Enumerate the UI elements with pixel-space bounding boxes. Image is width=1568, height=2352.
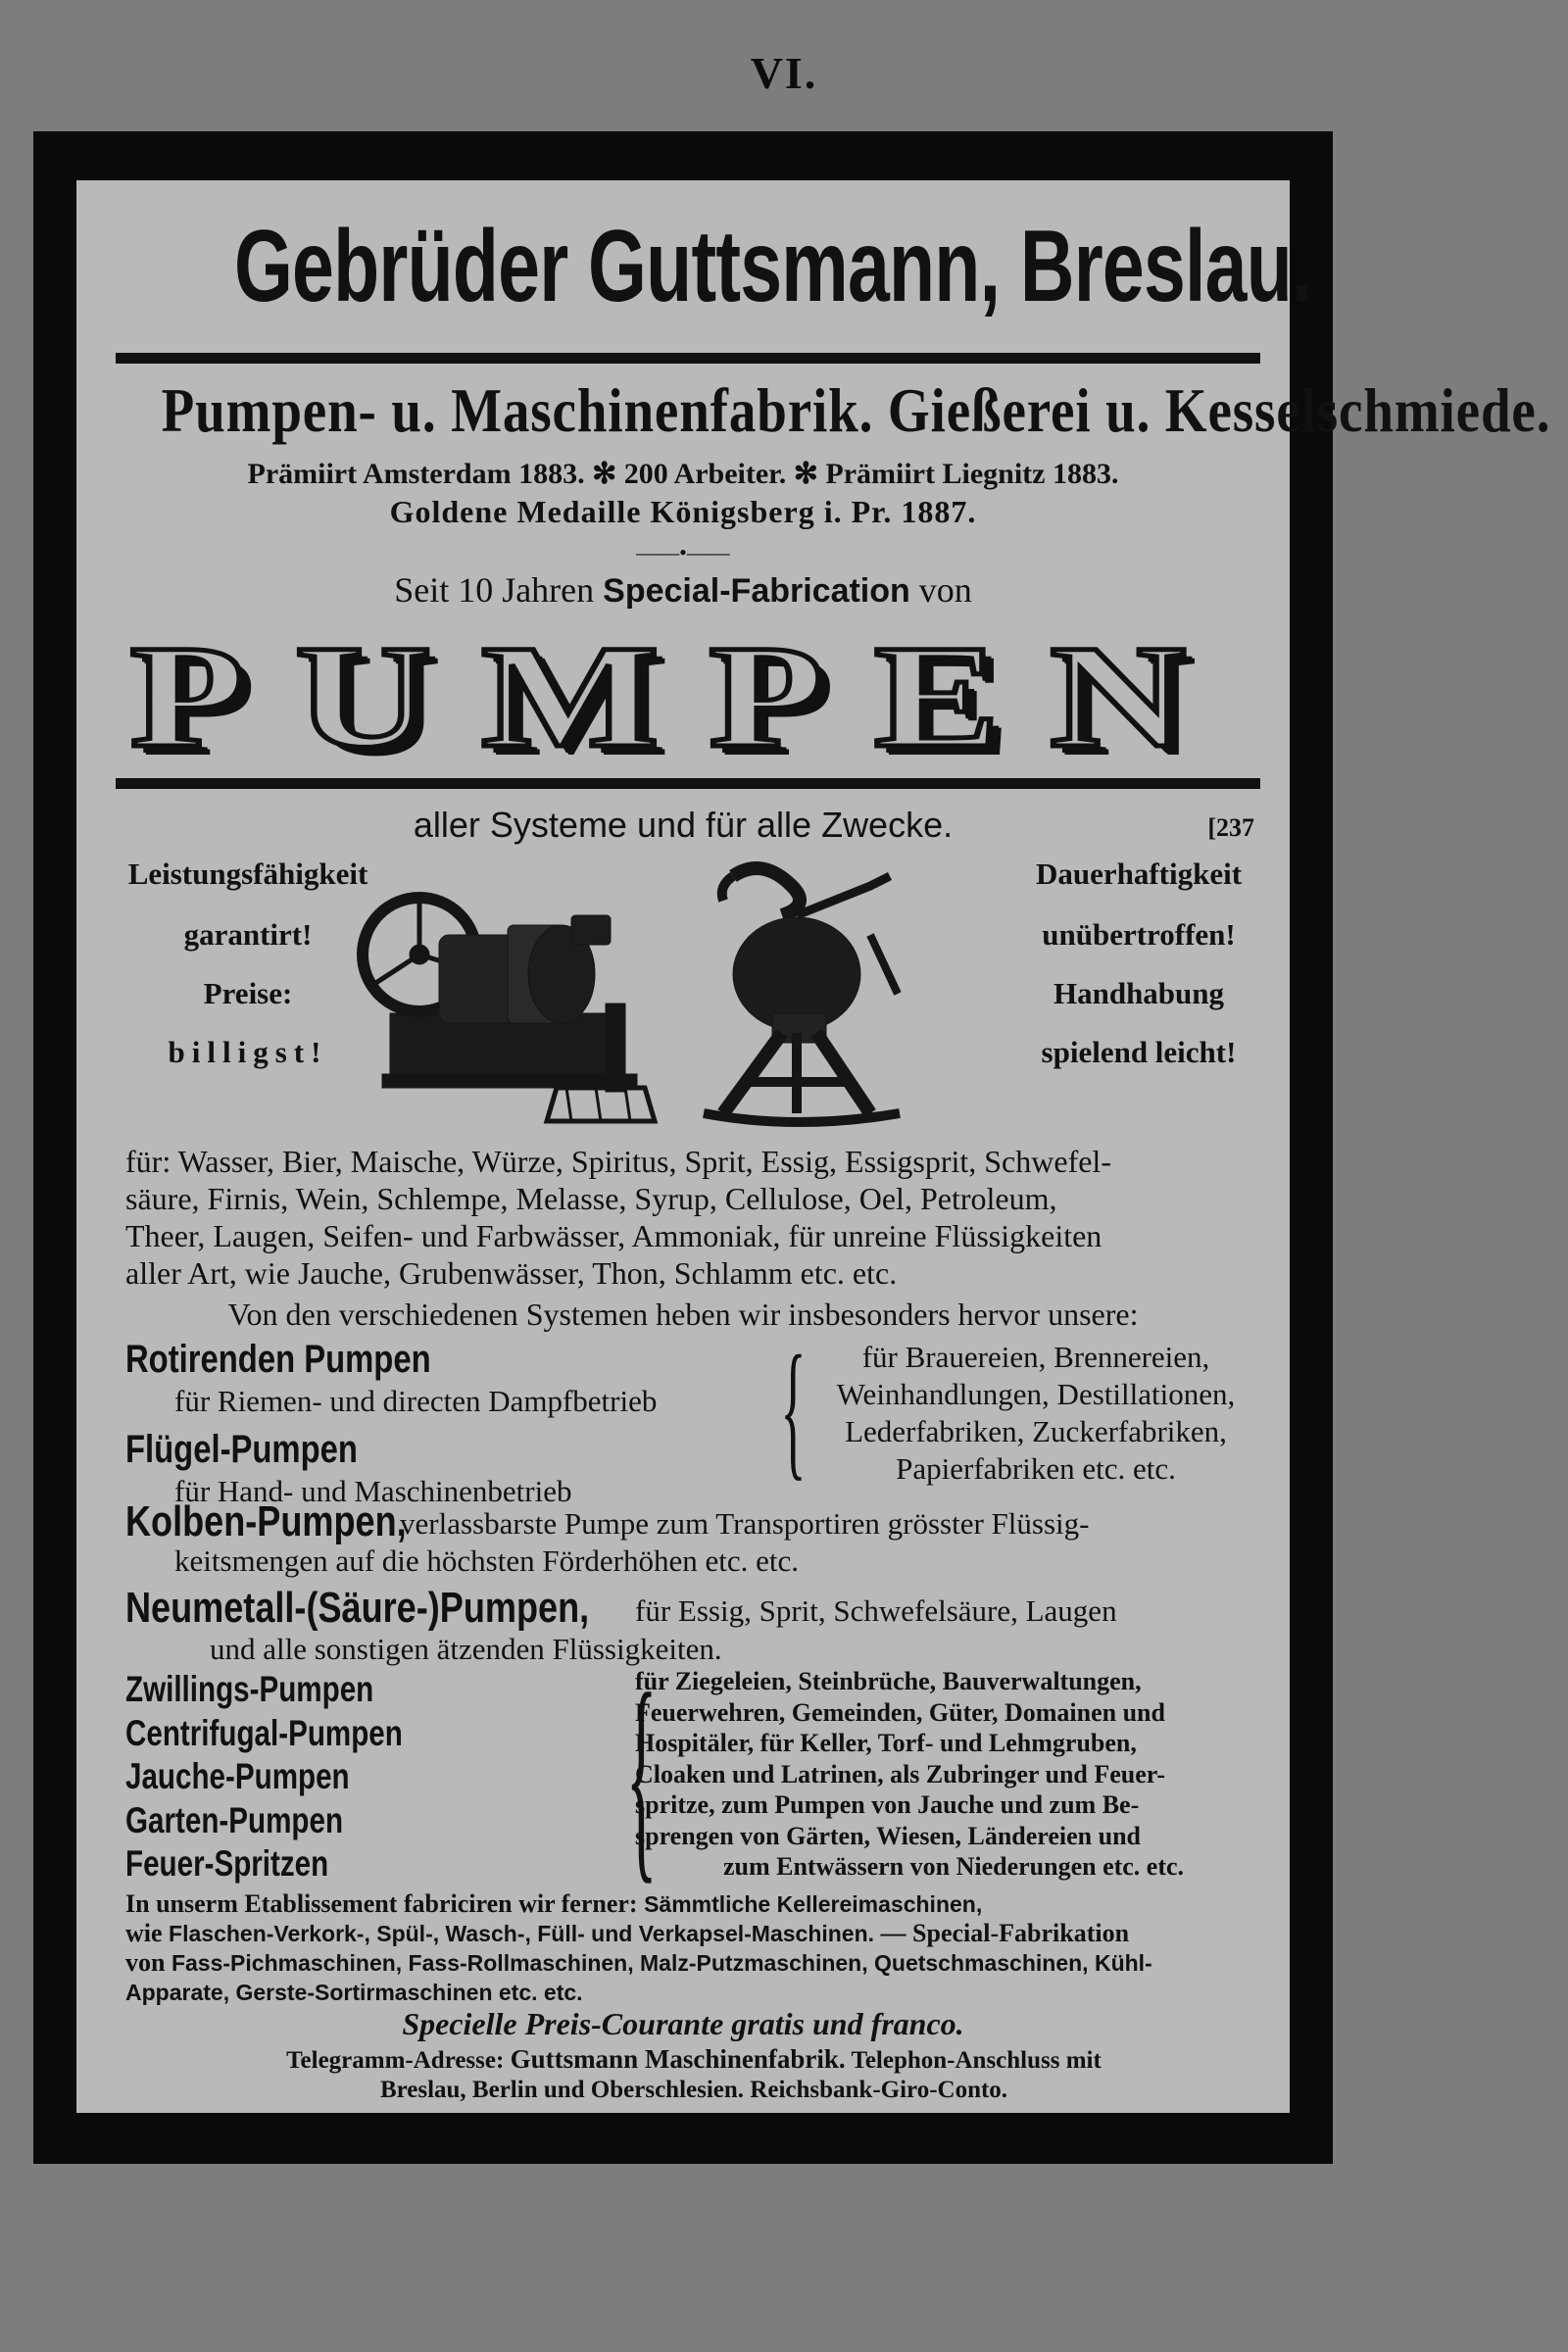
rotary-pumps-heading: Rotirenden Pumpen — [125, 1338, 431, 1381]
pumpen-headline: PUMPEN — [129, 615, 1237, 778]
customers-line-1: für Brauereien, Brennereien, — [861, 1340, 1210, 1374]
pump-uses-line-2: Feuerwehren, Gemeinden, Güter, Domainen und — [635, 1697, 1165, 1727]
contact-line-2: Breslau, Berlin und Oberschlesien. Reichsbank-Giro-Conto. — [379, 2077, 1008, 2103]
order-reference: [237 — [1207, 813, 1254, 842]
uses-line-1: für: Wasser, Bier, Maische, Würze, Spiritus, Sprit, Essig, Essigsprit, Schwefel- — [125, 1144, 1111, 1179]
piston-pumps-heading: Kolben-Pumpen, — [125, 1497, 407, 1545]
feature-easy: spielend leicht! — [1041, 1035, 1237, 1069]
feature-durability: Dauerhaftigkeit — [1035, 857, 1243, 891]
awards-line-1: Prämiirt Amsterdam 1883. ✻ 200 Arbeiter. ✻ Prämiirt Liegnitz 1883. — [247, 458, 1119, 490]
hand-pump-engraving — [704, 868, 900, 1122]
contact-info — [125, 2044, 1262, 2105]
pump-uses-line-3: Hospitäler, für Keller, Torf- und Lehmgruben, — [635, 1729, 1137, 1757]
advertisement-frame — [33, 131, 1551, 2164]
establishment-1b: Sämmtliche Kellereimaschinen, — [644, 1891, 983, 1917]
company-title: Gebrüder Guttsmann, Breslau. — [233, 210, 1312, 323]
since-suffix: von — [918, 570, 972, 610]
establishment-paragraph — [125, 1889, 1262, 2007]
pump-uses-line-4: Cloaken und Latrinen, als Zubringer und Feuer- — [635, 1759, 1166, 1788]
establishment-line-2 — [125, 1919, 1262, 1948]
pump-illustrations — [361, 857, 1007, 1131]
company-subtitle: Pumpen- u. Maschinenfabrik. Gießerei u. Kesselschmiede. — [161, 375, 1551, 445]
rotary-pumps-subtitle: für Riemen- und directen Dampfbetrieb — [174, 1384, 658, 1418]
pump-type-centrifugal: Centrifugal-Pumpen — [125, 1712, 403, 1753]
pump-type-slurry: Jauche-Pumpen — [125, 1756, 350, 1796]
pump-uses-line-7: zum Entwässern von Niederungen etc. etc. — [722, 1852, 1185, 1881]
acid-pumps-heading: Neumetall-(Säure-)Pumpen, — [125, 1584, 590, 1632]
special-fabrication: Special-Fabrication — [603, 572, 910, 610]
feature-prices: Preise: — [203, 976, 293, 1010]
awards-line-2: Goldene Medaille Königsberg i. Pr. 1887. — [389, 494, 977, 529]
uses-line-3: Theer, Laugen, Seifen- und Farbwässer, Ammoniak, für unreine Flüssigkeiten — [125, 1218, 1102, 1253]
telephone-label: Telephon-Anschluss mit — [851, 2047, 1102, 2074]
feature-unsurpassed: unübertroffen! — [1042, 917, 1236, 952]
customers-line-3: Lederfabriken, Zuckerfabriken, — [845, 1414, 1227, 1448]
wing-pumps-heading: Flügel-Pumpen — [125, 1428, 358, 1471]
page-number: VI. — [750, 48, 818, 98]
systems-brace-icon: { — [780, 1324, 807, 1494]
since-prefix: Seit 10 Jahren — [394, 570, 595, 610]
establishment-1a: In unserm Etablissement fabriciren wir ferner: — [125, 1889, 638, 1918]
pump-types-list — [125, 1668, 439, 1886]
acid-pumps-text-cont: und alle sonstigen ätzenden Flüssigkeiten. — [210, 1632, 722, 1666]
establishment-2b: Flaschen-Verkork-, Spül-, Wasch-, Füll- und Verkapsel-Maschinen. — [169, 1921, 875, 1946]
ornament-divider: ——•—— — [636, 540, 730, 564]
establishment-3a: von — [125, 1948, 166, 1977]
telegram-address: Guttsmann Maschinenfabrik. — [510, 2044, 846, 2074]
establishment-2c: — Special-Fabrikation — [880, 1919, 1130, 1947]
feature-handling: Handhabung — [1053, 976, 1225, 1010]
wing-pumps-subtitle: für Hand- und Maschinenbetrieb — [174, 1474, 572, 1508]
pump-uses-line-1: für Ziegeleien, Steinbrüche, Bauverwaltungen, — [635, 1667, 1142, 1695]
pump-uses-line-6: sprengen von Gärten, Wiesen, Ländereien und — [635, 1821, 1141, 1850]
pump-types-uses — [635, 1666, 1272, 1883]
establishment-line-4: Apparate, Gerste-Sortirmaschinen etc. etc. — [125, 1980, 583, 2005]
pump-types-brace-icon: { — [625, 1647, 658, 1903]
uses-line-4: aller Art, wie Jauche, Grubenwässer, Thon, Schlamm etc. etc. — [125, 1255, 898, 1291]
headline-rule — [116, 778, 1260, 789]
acid-pumps-text: für Essig, Sprit, Schwefelsäure, Laugen — [635, 1593, 1117, 1628]
feature-cheapest: billigst! — [168, 1035, 328, 1069]
contact-line-1 — [125, 2044, 1262, 2076]
price-lists-line: Specielle Preis-Courante gratis und franco. — [402, 2006, 964, 2041]
establishment-2a: wie — [125, 1919, 163, 1947]
establishment-line-1 — [125, 1889, 1262, 1919]
since-line — [76, 568, 1290, 612]
customers-list — [802, 1339, 1270, 1488]
feature-performance: Leistungsfähigkeit — [127, 857, 368, 891]
uses-line-2: säure, Firnis, Wein, Schlempe, Melasse, Syrup, Cellulose, Oel, Petroleum, — [125, 1181, 1057, 1216]
customers-line-2: Weinhandlungen, Destillationen, — [836, 1377, 1236, 1411]
systems-intro: Von den verschiedenen Systemen heben wir insbesonders hervor unsere: — [227, 1297, 1139, 1332]
uses-paragraph — [125, 1143, 1262, 1292]
customers-line-4: Papierfabriken etc. etc. — [896, 1451, 1176, 1486]
piston-pumps-text-cont: keitsmengen auf die höchsten Förderhöhen etc. etc. — [174, 1544, 799, 1578]
title-rule — [116, 353, 1260, 364]
all-systems-line: aller Systeme und für alle Zwecke. — [413, 805, 954, 845]
piston-pumps-text: verlassbarste Pumpe zum Transportiren grösster Flüssig- — [400, 1506, 1090, 1541]
pump-type-fire: Feuer-Spritzen — [125, 1843, 329, 1884]
telegram-label: Telegramm-Adresse: — [286, 2047, 505, 2074]
establishment-3b: Fass-Pichmaschinen, Fass-Rollmaschinen, Malz-Putzmaschinen, Quetschmaschinen, Kühl- — [171, 1950, 1152, 1976]
pump-uses-line-5: spritze, zum Pumpen von Jauche und zum Be- — [635, 1790, 1140, 1819]
pump-type-twin: Zwillings-Pumpen — [125, 1669, 374, 1709]
establishment-line-3 — [125, 1948, 1262, 1978]
rotary-pump-engraving — [363, 898, 655, 1121]
feature-guaranteed: garantirt! — [183, 917, 313, 952]
pump-type-garden: Garten-Pumpen — [125, 1799, 344, 1840]
advertisement-panel — [76, 180, 1551, 2113]
